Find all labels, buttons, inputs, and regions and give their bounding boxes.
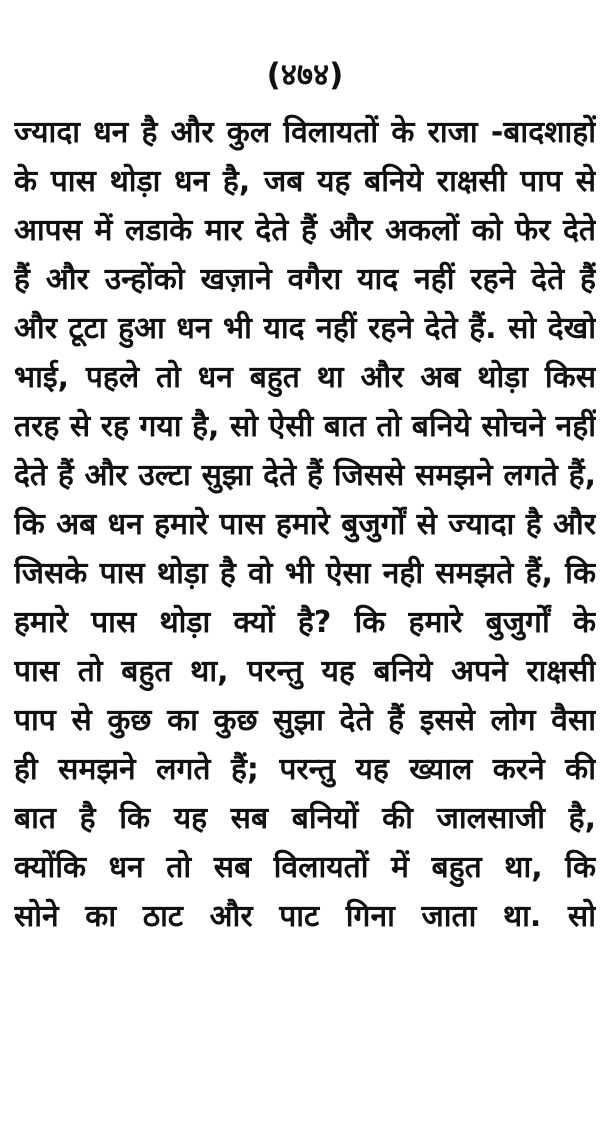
page-number: (४७४): [266, 57, 344, 93]
text-line: और टूटा हुआ धन भी याद नहीं रहने देते हैं. सो देखो: [14, 311, 596, 346]
text-line: पास तो बहुत था, परन्तु यह बनिये अपने राक्षसी: [14, 654, 596, 689]
text-line: देते हैं और उल्टा सुझा देते हैं जिससे समझने लगते हैं,: [14, 458, 596, 493]
text-line: जिसके पास थोड़ा है वो भी ऐसा नही समझते हैं, कि: [14, 556, 596, 591]
text-line: सोने का ठाट और पाट गिना जाता था. सो: [14, 899, 596, 934]
text-line: भाई, पहले तो धन बहुत था और अब थोड़ा किस: [14, 360, 596, 395]
text-line: हमारे पास थोड़ा क्यों है? कि हमारे बुजुर्गों के: [14, 605, 596, 640]
text-line: क्योंकि धन तो सब विलायतों में बहुत था, कि: [14, 850, 596, 885]
text-line: बात है कि यह सब बनियों की जालसाजी है,: [14, 801, 596, 836]
text-line: ही समझने लगते हैं; परन्तु यह ख्याल करने की: [14, 752, 596, 787]
text-line: तरह से रह गया है, सो ऐसी बात तो बनिये सोचने नहीं: [14, 409, 596, 444]
text-line: हैं और उन्होंको खज़ाने वगैरा याद नहीं रहने देते हैं: [14, 262, 596, 297]
text-line: कि अब धन हमारे पास हमारे बुजुर्गों से ज्यादा है और: [14, 507, 596, 542]
text-line: के पास थोड़ा धन है, जब यह बनिये राक्षसी पाप से: [14, 164, 596, 199]
text-line: पाप से कुछ का कुछ सुझा देते हैं इससे लोग वैसा: [14, 703, 596, 738]
text-line: आपस में लडाके मार देते हैं और अकलों को फेर देते: [14, 213, 596, 248]
text-line: ज्यादा धन है और कुल विलायतों के राजा -बादशाहों: [14, 115, 596, 150]
body-text: [14, 108, 596, 941]
